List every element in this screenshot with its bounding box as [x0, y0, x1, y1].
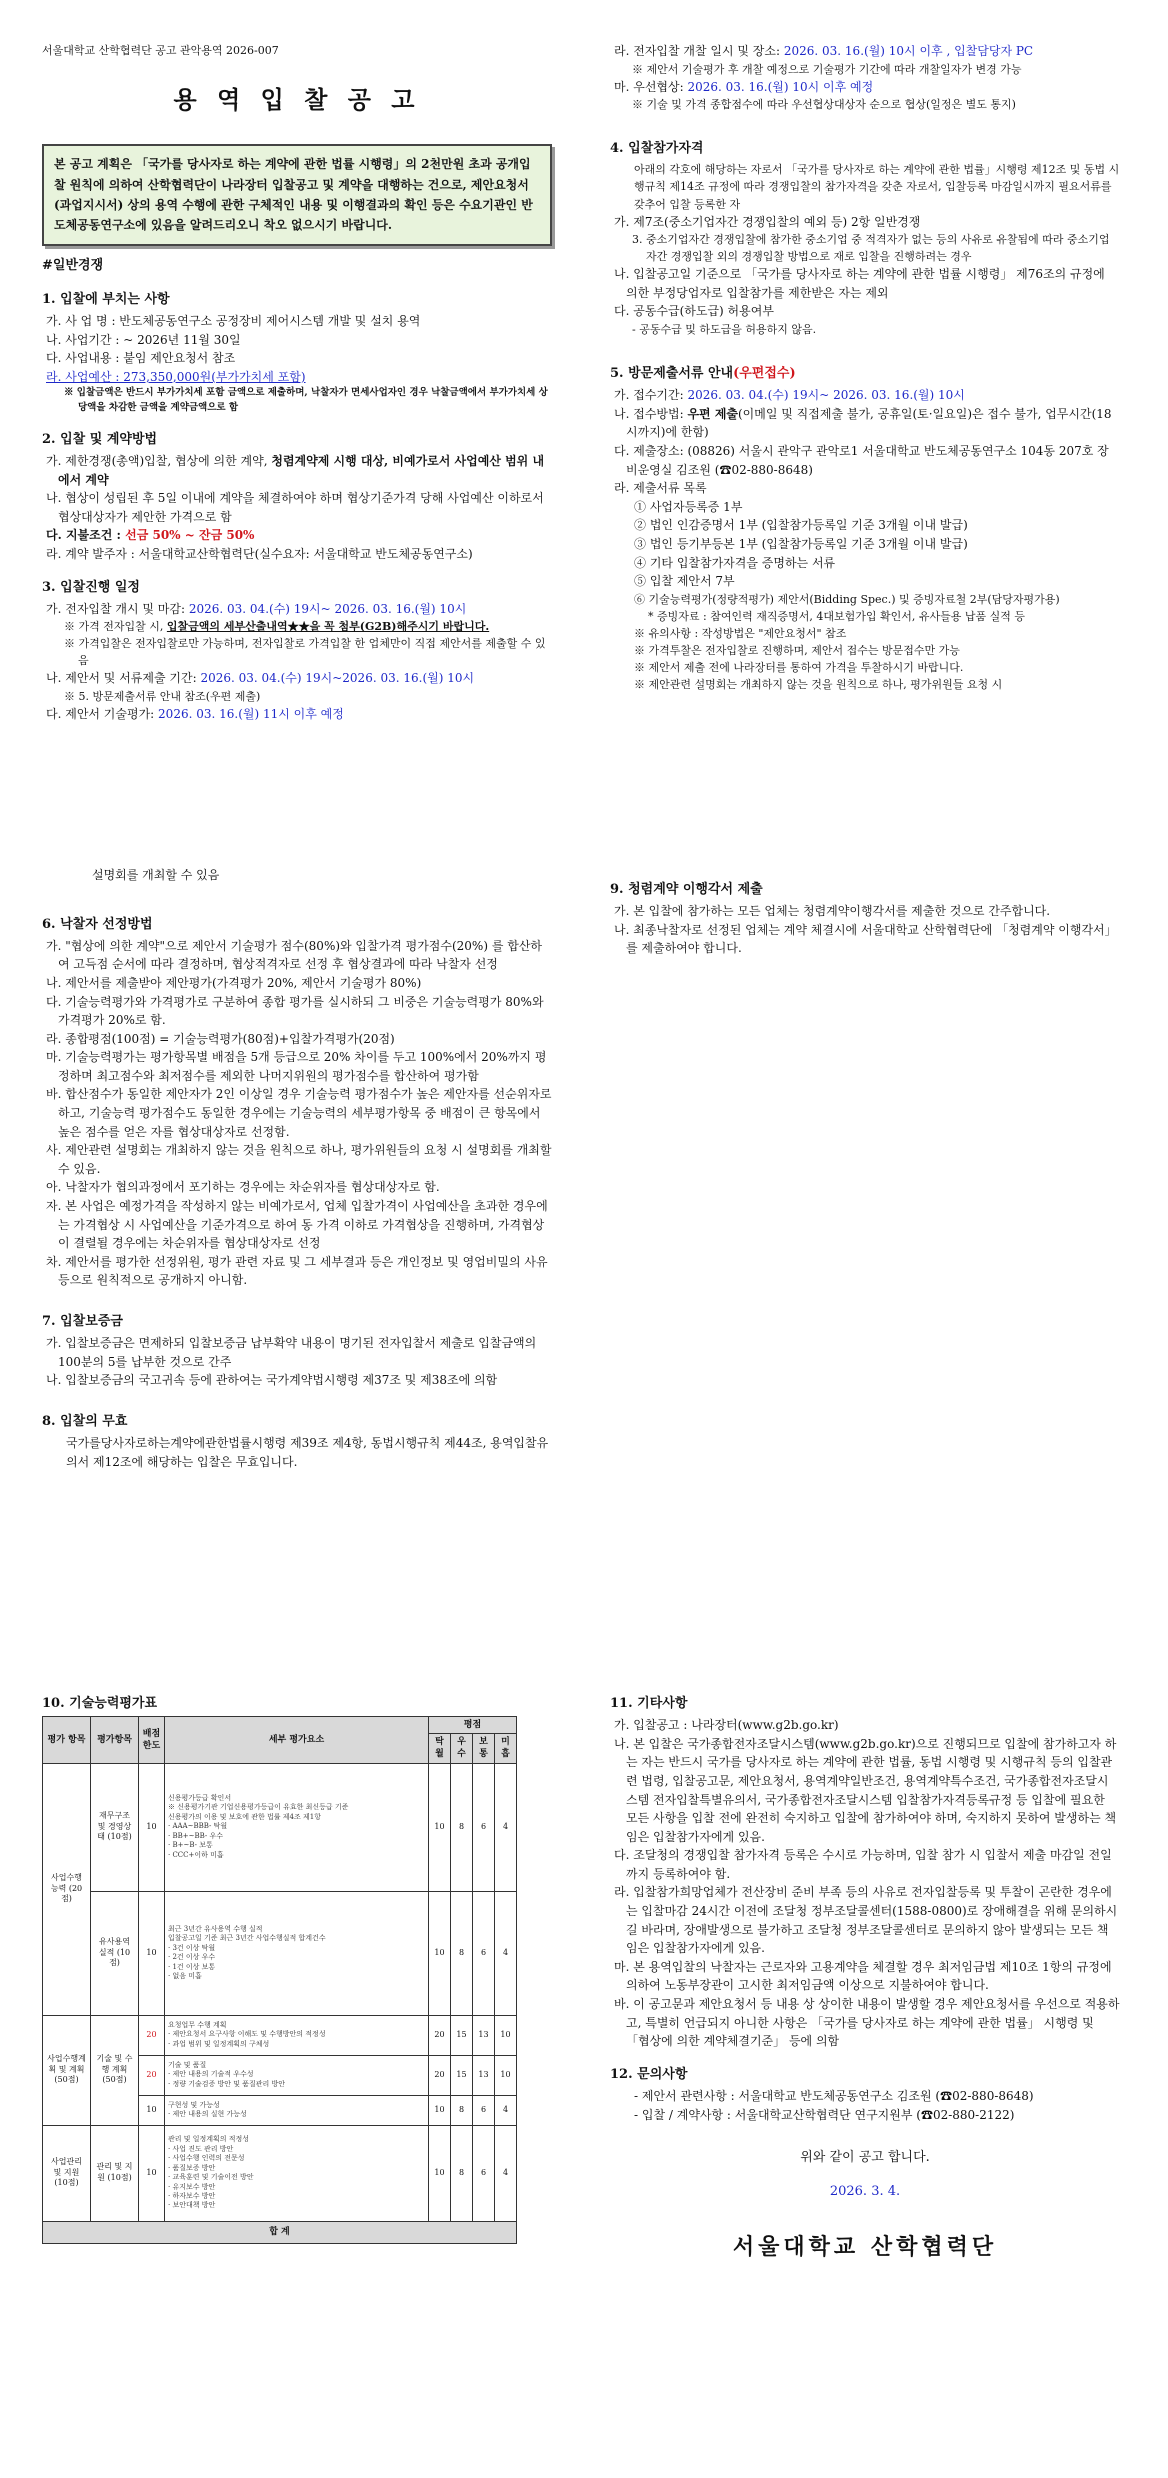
right-column-bottom	[610, 1694, 1120, 2265]
doc-list	[610, 498, 1120, 693]
list-item: 마. 본 용역입찰의 낙찰자는 근로자와 고용계약을 체결할 경우 최저임금법 제10조 1항의 규정에 의하여 노동부장관이 고시한 최저임금액 이상으로 지불하여야 합니다.	[614, 1959, 1112, 1993]
project-budget: 라. 사업예산 : 273,350,000원(부가가치세 포함)	[46, 369, 306, 384]
list-item: 나. 입찰보증금의 국고귀속 등에 관하여는 국가계약법시행령 제37조 및 제38조에 의함	[46, 1373, 498, 1388]
section-5	[610, 364, 1120, 693]
section-1	[42, 290, 552, 416]
section-7	[42, 1312, 552, 1390]
evidence-note: * 증빙자료 : 참여인력 재직증명서, 4대보험가입 확인서, 유사들용 납품 실적 등	[648, 609, 1025, 623]
section-1-title: 1. 입찰에 부치는 사항	[42, 291, 170, 307]
page-title: 용 역 입 찰 공 고	[173, 85, 421, 115]
list-item: 나. 최종낙찰자로 선정된 업체는 계약 체결시에 서울대학교 산학협력단에 「청렴계약 이행각서」를 제출하여야 합니다.	[614, 922, 1117, 956]
project-period: 나. 사업기간 : ~ 2026년 11월 30일	[46, 332, 241, 347]
list-item: 가. "협상에 의한 계약"으로 제안서 기술평가 점수(80%)와 입찰가격 평가점수(20%) 를 합산하여 고득점 순서에 따라 결정하며, 협상적격자로 선정 후 협상결과에 따라 낙찰자 선정	[46, 938, 543, 972]
list-item: 아. 낙찰자가 협의과정에서 포기하는 경우에는 차순위자를 협상대상자로 함.	[46, 1180, 440, 1195]
table-total-row: 합 계	[43, 2221, 517, 2243]
proposal-period: 나. 제안서 및 서류제출 기간: 2026. 03. 04.(수) 19시~2026. 03. 16.(월) 10시	[46, 671, 475, 686]
table-row: 10 구현성 및 가능성 · 제안 내용의 실현 가능성 10 8 6 4	[43, 2095, 517, 2125]
e-bid-period: 가. 전자입찰 개시 및 마감: 2026. 03. 04.(수) 19시~ 2026. 03. 16.(월) 10시	[46, 601, 467, 616]
table-header: 보통	[473, 1734, 495, 1763]
section-10-title: 10. 기술능력평가표	[42, 1696, 158, 1711]
list-item: ④ 기타 입찰참가자격을 증명하는 서류	[634, 555, 836, 570]
list-item: 가. 입찰공고 : 나라장터(www.g2b.go.kr)	[614, 1718, 839, 1733]
negotiation-note: 나. 협상이 성립된 후 5일 이내에 계약을 체결하여야 하며 협상기준가격 당해 사업예산 이하로서 협상대상자가 제안한 가격으로 함	[46, 491, 544, 524]
list-item: 나. 제안서를 제출받아 제안평가(가격평가 20%, 제안서 기술평가 80%)	[46, 975, 422, 990]
list-item: 라. 입찰참가희망업체가 전산장비 준비 부족 등의 사유로 전자입찰등록 및 투찰이 곤란한 경우에는 입찰마감 24시간 이전에 조달청 정부조달콜센터(1588-0800)로 장애해결을 위해 문의하시길 바라며, 장애발생으로 불가하고 조달청 정부조달콜센터로 문의하지 않아 발생되는 모든 책임은 입찰참가자에게 있음.	[614, 1885, 1118, 1956]
bid-opening: 라. 전자입찰 개찰 일시 및 장소: 2026. 03. 16.(월) 10시 이후 , 입찰담당자 PC	[614, 44, 1034, 58]
notice-box: 본 공고 계획은 「국가를 당사자로 하는 계약에 관한 법률 시행령」의 2천만원 초과 공개입찰 원칙에 의하여 산학협력단이 나라장터 입찰공고 및 계약을 대행하는 건으로, 제안요청서(과업지시서) 상의 용역 수행에 관한 구체적인 내용 및 이행결과의 확인 등은 수요기관인 반도체공동연구소에 있음을 알려드리오니 착오 없으시기 바랍니다.	[42, 144, 552, 246]
list-item: 다. 조달청의 경쟁입찰 참가자격 등록은 수시로 가능하며, 입찰 참가 시 입찰서 제출 마감일 전일까지 등록하여야 함.	[614, 1848, 1112, 1881]
table-row: 유사용역 실적 (10점) 10 최근 3년간 유사용역 수행 실적 입찰공고일 기준 최근 3년간 사업수행실적 합계건수 · 3건 이상 탁월 · 2건 이상 우수 · 1건 이상 보통 · 없음 미흡 10 8 6 4	[43, 1891, 517, 2015]
section-9	[610, 880, 1120, 958]
list-item: 바. 합산점수가 동일한 제안자가 2인 이상일 경우 기술능력 평가점수가 높은 제안자를 선순위자로 하고, 기술능력 평가점수도 동일한 경우에는 기술능력의 세부평가항목 중 배점이 큰 항목에서 높은 점수를 얻은 자를 협상대상자로 선정함.	[46, 1087, 552, 1139]
table-row: 사업수행계획 및 계획 (50점) 기술 및 수행 계획 (50점) 20 요청업무 수행 계획 · 제안요청서 요구사항 이해도 및 수행방안의 적정성 · 과업 범위 및 일정계획의 구체성 20 15 13 10	[43, 2015, 517, 2055]
list-item: 사. 제안관련 설명회는 개최하지 않는 것을 원칙으로 하나, 평가위원들의 요청 시 설명회를 개최할 수 있음.	[46, 1143, 552, 1176]
list-item: 나. 본 입찰은 국가종합전자조달시스템(www.g2b.go.kr)으로 진행되므로 입찰에 참가하고자 하는 자는 반드시 국가를 당사자로 하는 계약에 관한 법률, 동법 시행령 및 시행규칙 등의 입찰관련 법령, 입찰공고문, 제안요청서, 용역계약일반조건, 용역계약특수조건, 국가종합전자조달시스템 전자입찰특별유의서, 국가종합전자조달시스템 입찰참가자격등록규정 등 입찰에 필요한 모든 사항을 입찰 전에 완전히 숙지하고 입찰에 참가하여야 하며, 숙지하지 못하여 발생하는 책임은 입찰참가자에게 있음.	[614, 1736, 1117, 1844]
section-8-title: 8. 입찰의 무효	[42, 1413, 128, 1429]
receipt-period: 가. 접수기간: 2026. 03. 04.(수) 19시~ 2026. 03. 16.(월) 10시	[614, 388, 965, 403]
section-11-title: 11. 기타사항	[610, 1696, 688, 1711]
section-4	[610, 139, 1120, 338]
list-item: ⑥ 기술능력평가(정량적평가) 제안서(Bidding Spec.) 및 증빙자료철 2부(담당자평가용)	[634, 592, 1060, 606]
list-item: ① 사업자등록증 1부	[634, 499, 743, 514]
table-header: 배점 한도	[139, 1717, 165, 1763]
table-header: 우수	[451, 1734, 473, 1763]
table-header: 평가 항목	[43, 1717, 91, 1763]
section-12-title: 12. 문의사항	[610, 2066, 688, 2082]
section-3	[42, 578, 552, 724]
table-header: 세부 평가요소	[165, 1717, 429, 1763]
list-item: ※ 제안서 제출 전에 나라장터를 통하여 가격을 투찰하시기 바랍니다.	[634, 660, 964, 674]
vat-note: ※ 입찰금액은 반드시 부가가치세 포함 금액으로 제출하며, 낙찰자가 면세사업자인 경우 낙찰금액에서 부가가치세 상당액을 차감한 금액을 계약금액으로 함	[64, 387, 548, 414]
list-item: 마. 기술능력평가는 평가항목별 배점을 5개 등급으로 20% 차이를 두고 100%에서 20%까지 평정하며 최고점수와 최저점수를 제외한 나머지위원의 평가점수를 합산하여 평가함	[46, 1050, 547, 1083]
right-column-top	[610, 42, 1120, 693]
contact-proposal: - 제안서 관련사항 : 서울대학교 반도체공동연구소 김조원 (☎02-880-8648)	[634, 2088, 1034, 2103]
section-2-title: 2. 입찰 및 계약방법	[42, 431, 158, 447]
section-8	[42, 1412, 552, 1471]
eligibility-a-note: 3. 중소기업자간 경쟁입찰에 참가한 중소기업 중 적격자가 없는 등의 사유로 유찰됨에 따라 중소기업자간 경쟁입찰 외의 경쟁입찰 방법으로 재로 입찰을 진행하려는 경우	[632, 233, 1110, 264]
priority-negotiation: 마. 우선협상: 2026. 03. 16.(월) 10시 이후 예정	[614, 79, 874, 94]
section-9-title: 9. 청렴계약 이행각서 제출	[610, 882, 763, 897]
project-content: 다. 사업내용 : 붙임 제안요청서 참조	[46, 351, 236, 366]
left-column-middle	[42, 866, 552, 1471]
e-bid-note-2: ※ 가격입찰은 전자입찰로만 가능하며, 전자입찰로 가격입찰 한 업체만이 직접 제안서를 제출할 수 있음	[64, 637, 546, 668]
eligibility-b: 나. 입찰공고일 기준으로 「국가를 당사자로 하는 계약에 관한 법률 시행령」 제76조의 규정에 의한 부정당업자로 입찰참가를 제한받은 자는 제외	[614, 267, 1105, 300]
table-row: 사업관리 및 지원 (10점) 관리 및 지원 (10점) 10 관리 및 일정계획의 적정성 · 사업 진도 관리 방안 · 사업수행 인력의 전문성 · 품질보증 방안 · 교육훈련 및 기술이전 방안 · 유지보수 방안 · 하자보수 방안 · 보안대책 방안 10 8 6 4	[43, 2125, 517, 2221]
table-row: 사업수행 능력 (20점) 재무구조 및 경영상태 (10점) 10 신용평가등급 확인서 ※ 신용평가기관 기업신용평가등급이 유효한 최신등급 기준 신용평가의 이용 및 보호에 관한 법률 제4조 제1항 · AAA~BBB- 탁월 · BB+~BB- 우수 · B+~B- 보통 · CCC+이하 미흡 10 8 6 4	[43, 1763, 517, 1891]
section-7-title: 7. 입찰보증금	[42, 1314, 123, 1330]
notice-date: 2026. 3. 4.	[829, 2184, 901, 2200]
tech-eval-table	[42, 1716, 517, 2243]
table-header: 미흡	[495, 1734, 517, 1763]
list-item: ⑤ 입찰 제안서 7부	[634, 574, 735, 589]
section-4-title: 4. 입찰참가자격	[610, 141, 704, 157]
left-column-bottom	[42, 1694, 517, 2244]
contract-orderer: 라. 계약 발주자 : 서울대학교산학협력단(실수요자: 서울대학교 반도체공동연구소)	[46, 547, 473, 561]
list-item: 라. 종합평점(100점) = 기술능력평가(80점)+입찰가격평가(20점)	[46, 1031, 395, 1046]
briefing-continuation: 설명회를 개최할 수 있음	[92, 868, 220, 882]
list-item: 가. 본 입찰에 참가하는 모든 업체는 청렴계약이행각서를 제출한 것으로 간주합니다.	[614, 904, 1051, 919]
list-item: ※ 제안관련 설명회는 개최하지 않는 것을 원칙으로 하나, 평가위원들 요청 시	[634, 677, 1003, 691]
eligibility-a: 가. 제7조(중소기업자간 경쟁입찰의 예외 등) 2항 일반경쟁	[614, 214, 921, 229]
doc-number: 서울대학교 산학협력단 공고 관악용역 2026-007	[42, 44, 279, 57]
list-item: 자. 본 사업은 예정가격을 작성하지 않는 비예가로서, 업체 입찰가격이 사업예산을 초과한 경우에는 가격협상 시 사업예산을 기준가격으로 하여 동 가격 이하로 가격협상을 진행하며, 가격협상이 결렬될 경우에는 차순위자를 협상대상자로 선정	[46, 1199, 548, 1251]
left-column-top	[42, 42, 552, 724]
table-header: 탁월	[429, 1734, 451, 1763]
list-item: 다. 기술능력평가와 가격평가로 구분하여 종합 평가를 실시하되 그 비중은 기술능력평가 80%와 가격평가 20%로 함.	[46, 994, 544, 1028]
section-12	[610, 2065, 1120, 2124]
table-header: 평가항목	[91, 1717, 139, 1763]
general-competition-label: #일반경쟁	[42, 257, 104, 273]
receipt-place: 다. 제출장소: (08826) 서울시 관악구 관악로1 서울대학교 반도체공동연구소 104동 207호 장비운영실 김조원 (☎02-880-8648)	[614, 444, 1109, 477]
section-5-title: 5. 방문제출서류 안내(우편접수)	[610, 366, 796, 382]
invalid-bid-body: 국가를당사자로하는계약에관한법률시행령 제39조 제4항, 동법시행규칙 제44조, 용역입찰유의서 제12조에 해당하는 입찰은 무효입니다.	[66, 1436, 549, 1469]
section-3-title: 3. 입찰진행 일정	[42, 579, 140, 595]
e-bid-note-1: ※ 가격 전자입찰 시, 입찰금액의 세부산출내역★★을 꼭 첨부(G2B)해주시기 바랍니다.	[64, 620, 490, 634]
section-6	[42, 915, 552, 1290]
doc-list-title: 라. 제출서류 목록	[614, 481, 707, 496]
right-column-middle	[610, 866, 1120, 958]
list-item: ③ 법인 등기부등본 1부 (입찰참가등록일 기준 3개월 이내 발급)	[634, 536, 968, 551]
table-row: 20 기술 및 품질 · 제안 내용의 기술적 우수성 · 정량 기술검증 방안 및 품질관리 방안 20 15 13 10	[43, 2055, 517, 2095]
receipt-method: 나. 접수방법: 우편 제출(이메일 및 직접제출 불가, 공휴일(토·일요일)은 접수 불가, 업무시간(18시까지)에 한함)	[614, 406, 1112, 440]
section-2	[42, 430, 552, 564]
contact-contract: - 입찰 / 계약사항 : 서울대학교산학협력단 연구지원부 (☎02-880-2122)	[634, 2107, 1015, 2122]
list-item: ※ 유의사항 : 작성방법은 "제안요청서" 참조	[634, 626, 847, 640]
list-item: 바. 이 공고문과 제안요청서 등 내용 상 상이한 내용이 발생할 경우 제안요청서를 우선으로 적용하고, 특별히 언급되지 아니한 사항은 「국가를 당사자로 하는 계약에 관한 법률」 시행령 및 「협상에 의한 계약체결기준」 등에 의함	[614, 1997, 1120, 2049]
tech-eval-date: 다. 제안서 기술평가: 2026. 03. 16.(월) 11시 이후 예정	[46, 707, 344, 722]
eligibility-intro: 아래의 각호에 해당하는 자로서 「국가를 당사자로 하는 계약에 관한 법률」시행령 제12조 및 동법 시행규칙 제14조 규정에 따라 경쟁입찰의 참가자격을 갖춘 자로서, 입찰등록 마감일시까지 필요서류를 갖추어 입찰 등록한 자	[634, 163, 1120, 211]
list-item: ② 법인 인감증명서 1부 (입찰참가등록일 기준 3개월 이내 발급)	[634, 518, 968, 533]
payment-terms: 다. 지불조건 : 선금 50% ~ 잔금 50%	[46, 528, 255, 543]
proposal-note: ※ 5. 방문제출서류 안내 참조(우편 제출)	[64, 690, 261, 704]
list-item: ※ 가격투찰은 전자입찰로 진행하며, 제안서 접수는 방문접수만 가능	[634, 643, 960, 657]
project-name: 가. 사 업 명 : 반도체공동연구소 공정장비 제어시스템 개발 및 설치 용역	[46, 314, 421, 329]
contract-method: 가. 제한경쟁(총액)입찰, 협상에 의한 계약, 청렴계약제 시행 대상, 비예가로서 사업예산 범위 내에서 계약	[46, 454, 545, 487]
section-6-title: 6. 낙찰자 선정방법	[42, 916, 153, 932]
organization-name: 서울대학교 산학협력단	[732, 2234, 998, 2261]
closing-text: 위와 같이 공고 합니다.	[800, 2150, 930, 2166]
eligibility-c-note: - 공동수급 및 하도급을 허용하지 않음.	[632, 323, 817, 337]
list-item: 가. 입찰보증금은 면제하되 입찰보증금 납부확약 내용이 명기된 전자입찰서 제출로 입찰금액의 100분의 5를 납부한 것으로 간주	[46, 1336, 537, 1369]
table-header: 평점	[429, 1717, 517, 1734]
eligibility-c: 다. 공동수급(하도급) 허용여부	[614, 304, 774, 319]
bid-opening-note: ※ 제안서 기술평가 후 개찰 예정으로 기술평가 기간에 따라 개찰일자가 변경 가능	[632, 62, 1022, 76]
priority-negotiation-note: ※ 기술 및 가격 종합점수에 따라 우선협상대상자 순으로 협상(일정은 별도 통지)	[632, 98, 1016, 112]
list-item: 차. 제안서를 평가한 선정위원, 평가 관련 자료 및 그 세부결과 등은 개인정보 및 영업비밀의 사유 등으로 원칙적으로 공개하지 아니함.	[46, 1254, 548, 1288]
